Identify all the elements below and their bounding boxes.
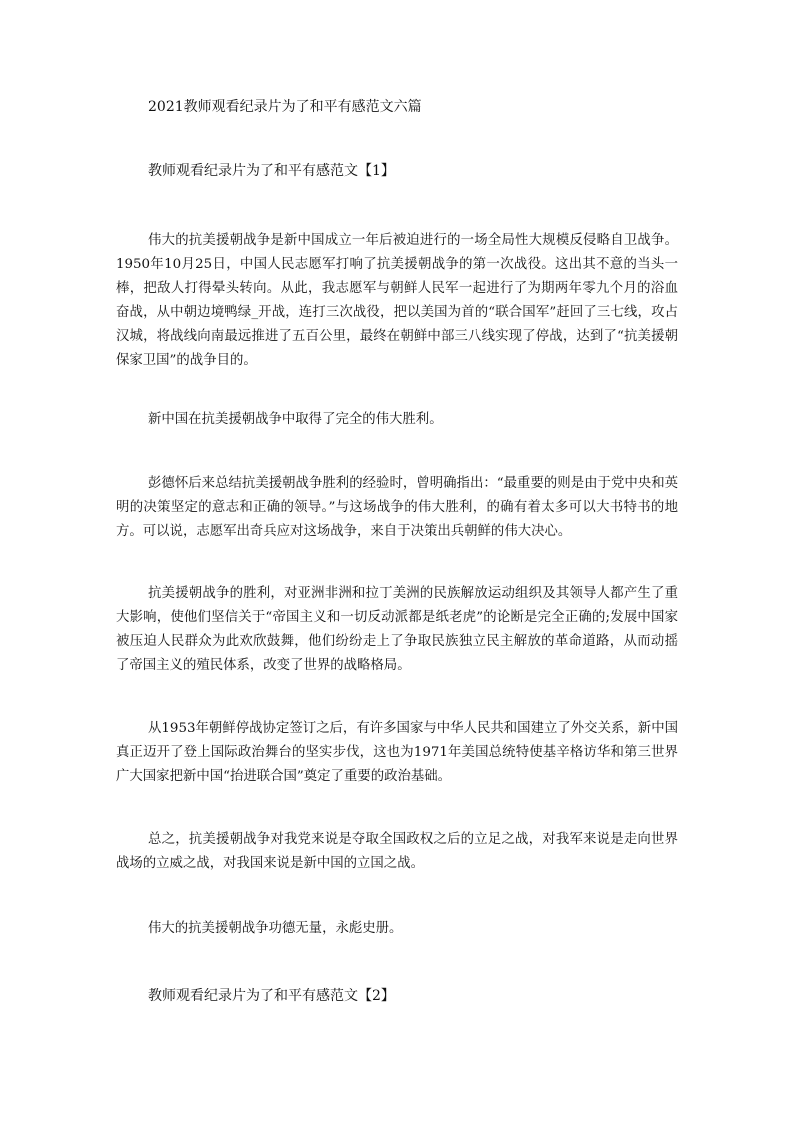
section-heading-2: 教师观看纪录片为了和平有感范文【2】 [148, 988, 395, 1004]
paragraph-5: 从1953年朝鲜停战协定签订之后，有许多国家与中华人民共和国建立了外交关系，新中国真正迈开了登上国际政治舞台的坚实步伐，这也为1971年美国总统特使基辛格访华和第三世界广大国家把新中国“抬进联合国”奠定了重要的政治基础。 [116, 721, 678, 784]
document-title: 2021教师观看纪录片为了和平有感范文六篇 [148, 99, 422, 115]
paragraph-3: 彭德怀后来总结抗美援朝战争胜利的经验时，曾明确指出：“最重要的则是由于党中央和英明的决策坚定的意志和正确的领导。”与这场战争的伟大胜利，的确有着太多可以大书特书的地方。可以说，志愿军出奇兵应对这场战争，来自于决策出兵朝鲜的伟大决心。 [116, 476, 678, 539]
section-heading-1: 教师观看纪录片为了和平有感范文【1】 [148, 163, 395, 179]
paragraph-4: 抗美援朝战争的胜利，对亚洲非洲和拉丁美洲的民族解放运动组织及其领导人都产生了重大影响，使他们坚信关于“帝国主义和一切反动派都是纸老虎”的论断是完全正确的;发展中国家被压迫人民群众为此欢欣鼓舞，他们纷纷走上了争取民族独立民主解放的革命道路，从而动摇了帝国主义的殖民体系，改变了世界的战略格局。 [116, 586, 678, 673]
paragraph-1: 伟大的抗美援朝战争是新中国成立一年后被迫进行的一场全局性大规模反侵略自卫战争。1950年10月25日，中国人民志愿军打响了抗美援朝战争的第一次战役。这出其不意的当头一棒，把敌人打得晕头转向。从此，我志愿军与朝鲜人民军一起进行了为期两年零九个月的浴血奋战，从中朝边境鸭绿_开战，连打三次战役，把以美国为首的“联合国军”赶回了三七线，攻占汉城，将战线向南最远推进了五百公里，最终在朝鲜中部三八线实现了停战，达到了“抗美援朝保家卫国”的战争目的。 [116, 233, 678, 368]
paragraph-2: 新中国在抗美援朝战争中取得了完全的伟大胜利。 [148, 412, 443, 427]
paragraph-6: 总之，抗美援朝战争对我党来说是夺取全国政权之后的立足之战，对我军来说是走向世界战场的立威之战，对我国来说是新中国的立国之战。 [116, 832, 678, 871]
paragraph-7: 伟大的抗美援朝战争功德无量，永彪史册。 [148, 921, 403, 936]
